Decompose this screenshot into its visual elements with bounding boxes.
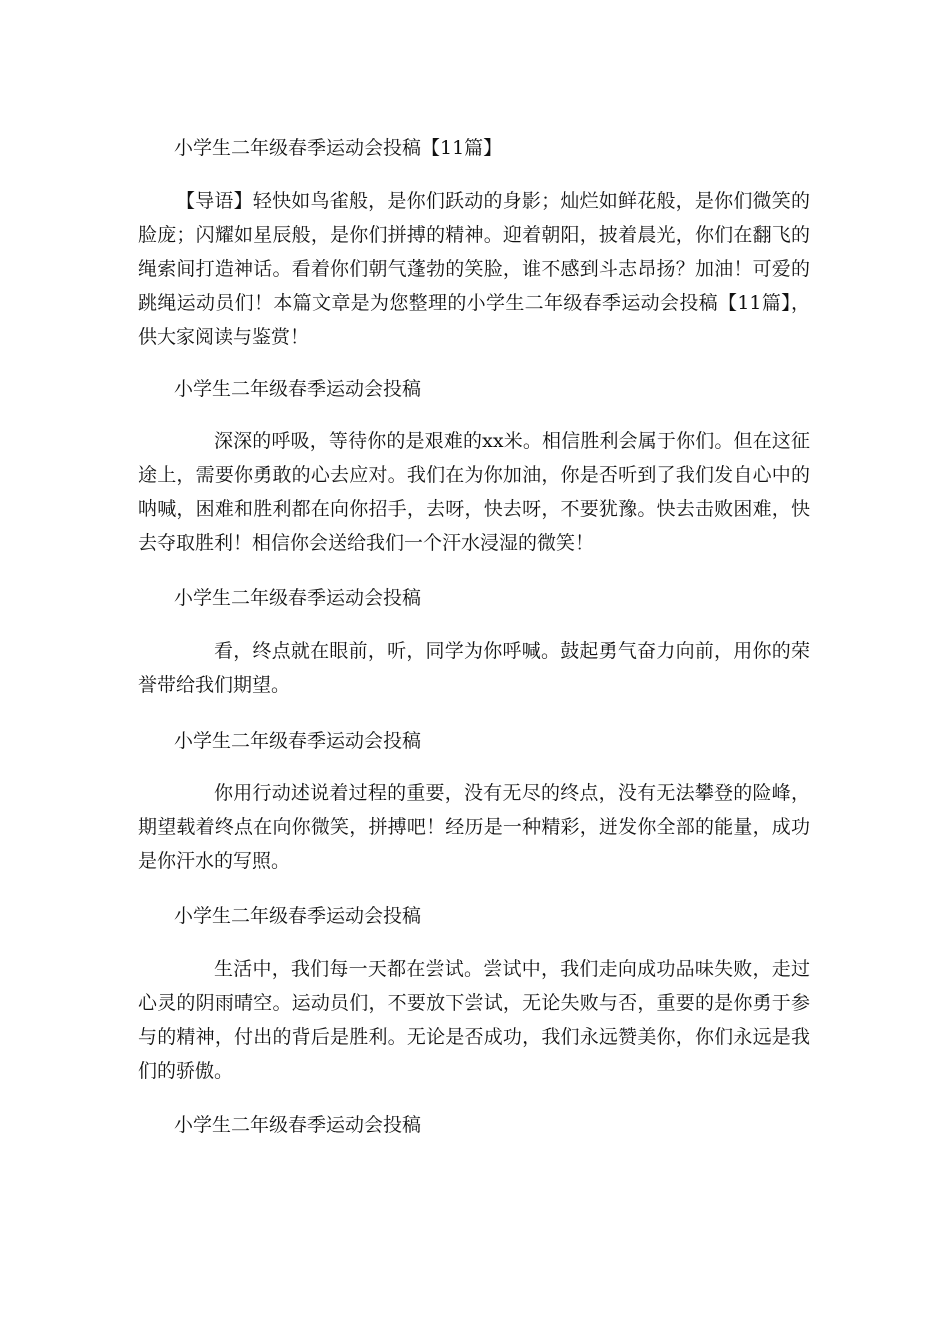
section-heading: 小学生二年级春季运动会投稿 <box>174 905 422 927</box>
section-body: 你用行动述说着过程的重要，没有无尽的终点，没有无法攀登的险峰，期望载着终点在向你微笑，拼搏吧！经历是一种精彩，迸发你全部的能量，成功是你汗水的写照。 <box>138 782 810 872</box>
section-heading: 小学生二年级春季运动会投稿 <box>174 587 422 609</box>
intro-paragraph: 【导语】轻快如鸟雀般，是你们跃动的身影；灿烂如鲜花般，是你们微笑的脸庞；闪耀如星辰般，是你们拼搏的精神。迎着朝阳，披着晨光，你们在翻飞的绳索间打造神话。看着你们朝气蓬勃的笑脸，谁不感到斗志昂扬？加油！可爱的跳绳运动员们！本篇文章是为您整理的小学生二年级春季运动会投稿【11篇】，供大家阅读与鉴赏！ <box>138 190 810 348</box>
section-heading: 小学生二年级春季运动会投稿 <box>174 730 422 752</box>
document-title: 小学生二年级春季运动会投稿【11篇】 <box>174 137 503 159</box>
section-body: 看，终点就在眼前，听，同学为你呼喊。鼓起勇气奋力向前，用你的荣誉带给我们期望。 <box>138 640 810 696</box>
section-body: 深深的呼吸，等待你的是艰难的xx米。相信胜利会属于你们。但在这征途上，需要你勇敢的心去应对。我们在为你加油，你是否听到了我们发自心中的呐喊，困难和胜利都在向你招手，去呀，快去呀，不要犹豫。快去击败困难，快去夺取胜利！相信你会送给我们一个汗水浸湿的微笑！ <box>138 430 810 554</box>
section-heading: 小学生二年级春季运动会投稿 <box>174 378 422 400</box>
section-body: 生活中，我们每一天都在尝试。尝试中，我们走向成功品味失败，走过心灵的阴雨晴空。运动员们，不要放下尝试，无论失败与否，重要的是你勇于参与的精神，付出的背后是胜利。无论是否成功，我们永远赞美你，你们永远是我们的骄傲。 <box>138 958 810 1082</box>
section-heading: 小学生二年级春季运动会投稿 <box>174 1114 422 1136</box>
